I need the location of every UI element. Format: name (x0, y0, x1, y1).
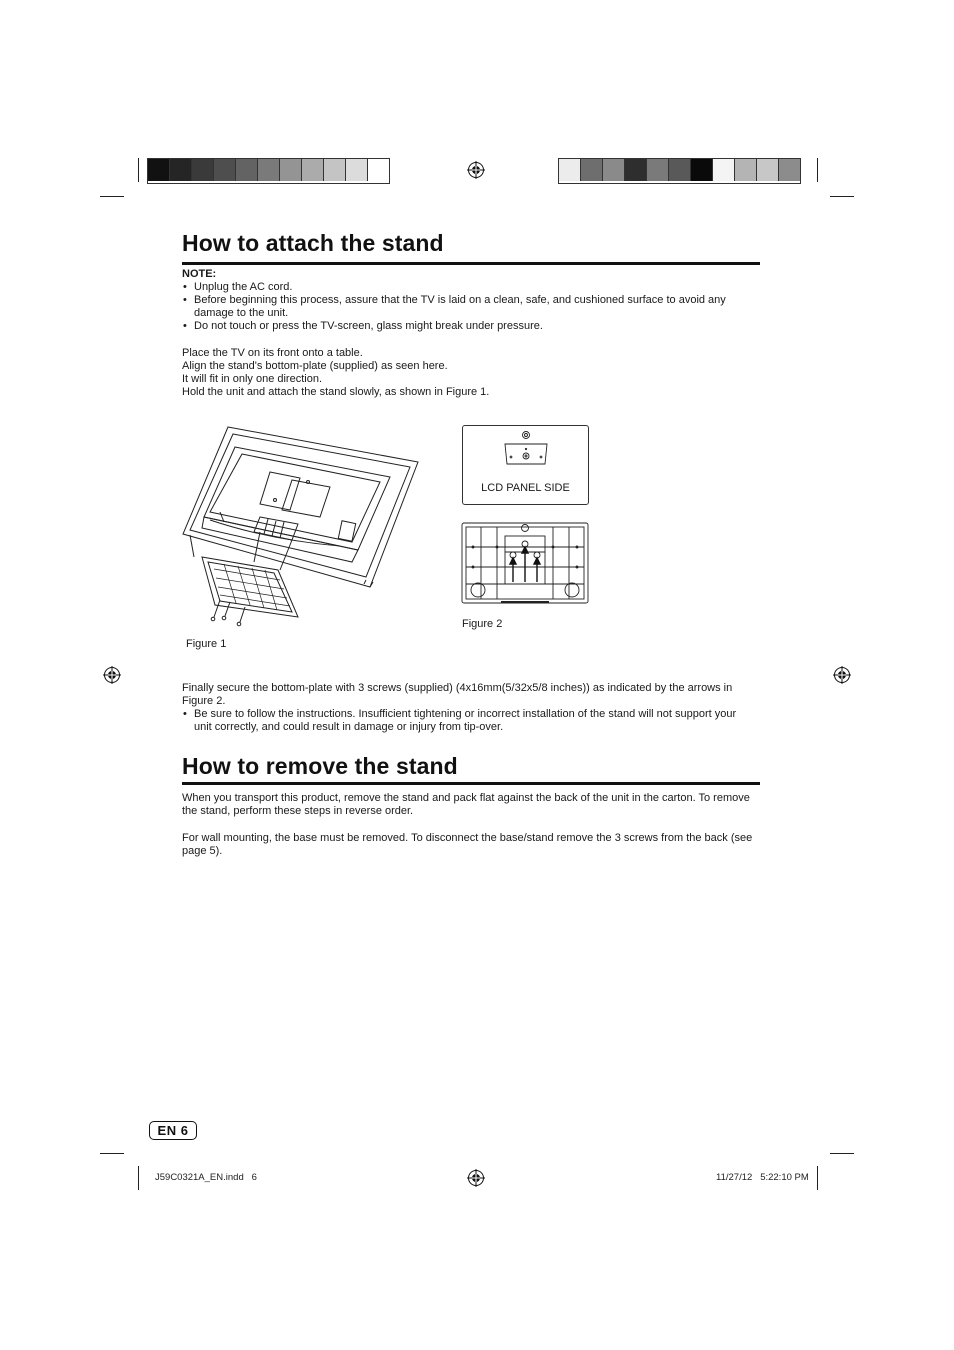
color-swatch (669, 159, 691, 181)
crop-mark (100, 196, 124, 197)
color-swatch (713, 159, 735, 181)
figure2-base-plate-diagram (461, 522, 589, 604)
crop-mark (830, 196, 854, 197)
crop-mark (830, 1153, 854, 1154)
instruction-line: It will fit in only one direction. (182, 373, 323, 385)
footer-file: J59C0321A_EN.indd 6 (155, 1172, 257, 1183)
crop-mark (138, 1166, 139, 1190)
instruction-line: Hold the unit and attach the stand slowly, as shown in Figure 1. (182, 386, 490, 398)
note-label: NOTE: (182, 268, 217, 280)
section-title-attach: How to attach the stand (182, 230, 444, 256)
instruction-line: Place the TV on its front onto a table. (182, 347, 363, 359)
color-swatch (324, 159, 346, 181)
title-rule (182, 782, 760, 785)
color-swatch (368, 159, 389, 181)
color-swatch (214, 159, 236, 181)
registration-mark-icon (467, 161, 485, 179)
crop-mark (100, 1153, 124, 1154)
color-swatch (625, 159, 647, 181)
lcd-panel-side-box (462, 425, 589, 505)
figure1-caption: Figure 1 (186, 638, 227, 650)
color-bar-left (147, 158, 390, 184)
footer-timestamp: 11/27/12 5:22:10 PM (716, 1172, 809, 1183)
color-swatch (170, 159, 192, 181)
crop-mark (817, 1166, 818, 1190)
figure2-caption: Figure 2 (462, 618, 503, 630)
registration-mark-icon (467, 1169, 485, 1187)
crop-mark (138, 158, 139, 182)
color-bar-right (558, 158, 801, 184)
color-swatch (581, 159, 603, 181)
stand-neck-diagram (501, 430, 551, 468)
remove-para-2: For wall mounting, the base must be removed. To disconnect the base/stand remove the 3 screws from the back (see page 5). (182, 832, 753, 857)
crop-mark (817, 158, 818, 182)
color-swatch (735, 159, 757, 181)
warning-bullet: • Be sure to follow the instructions. Insufficient tightening or incorrect installation of the stand will not support your unit correctly, and could result in damage or injury from tip-over. (182, 708, 762, 734)
remove-para-1: When you transport this product, remove the stand and pack flat against the back of the unit in the carton. To remove the stand, perform these steps in reverse order. (182, 792, 750, 817)
lcd-panel-side-label: LCD PANEL SIDE (481, 482, 570, 494)
color-swatch (192, 159, 214, 181)
color-swatch (691, 159, 713, 181)
color-swatch (757, 159, 779, 181)
note-item: • Unplug the AC cord. (182, 281, 762, 294)
page-number-badge: EN 6 (149, 1121, 197, 1140)
note-item: • Before beginning this process, assure that the TV is laid on a clean, safe, and cushioned surface to avoid any damage to the unit. (182, 294, 762, 320)
final-text: Finally secure the bottom-plate with 3 screws (supplied) (4x16mm(5/32x5/8 inches)) as indicated by the arrows in Figure 2. (182, 682, 733, 707)
figure1-tv-stand-illustration (180, 422, 425, 627)
color-swatch (258, 159, 280, 181)
note-item: • Do not touch or press the TV-screen, glass might break under pressure. (182, 320, 762, 333)
color-swatch (346, 159, 368, 181)
color-swatch (647, 159, 669, 181)
registration-mark-icon (103, 666, 121, 684)
title-rule (182, 262, 760, 265)
color-swatch (603, 159, 625, 181)
note-block (182, 268, 762, 333)
color-swatch (148, 159, 170, 181)
instruction-line: Align the stand's bottom-plate (supplied) as seen here. (182, 360, 448, 372)
registration-mark-icon (833, 666, 851, 684)
section-title-remove: How to remove the stand (182, 753, 458, 779)
color-swatch (280, 159, 302, 181)
color-swatch (559, 159, 581, 181)
color-swatch (779, 159, 800, 181)
instructions-block (182, 347, 762, 399)
color-swatch (302, 159, 324, 181)
final-instructions (182, 682, 762, 734)
color-swatch (236, 159, 258, 181)
